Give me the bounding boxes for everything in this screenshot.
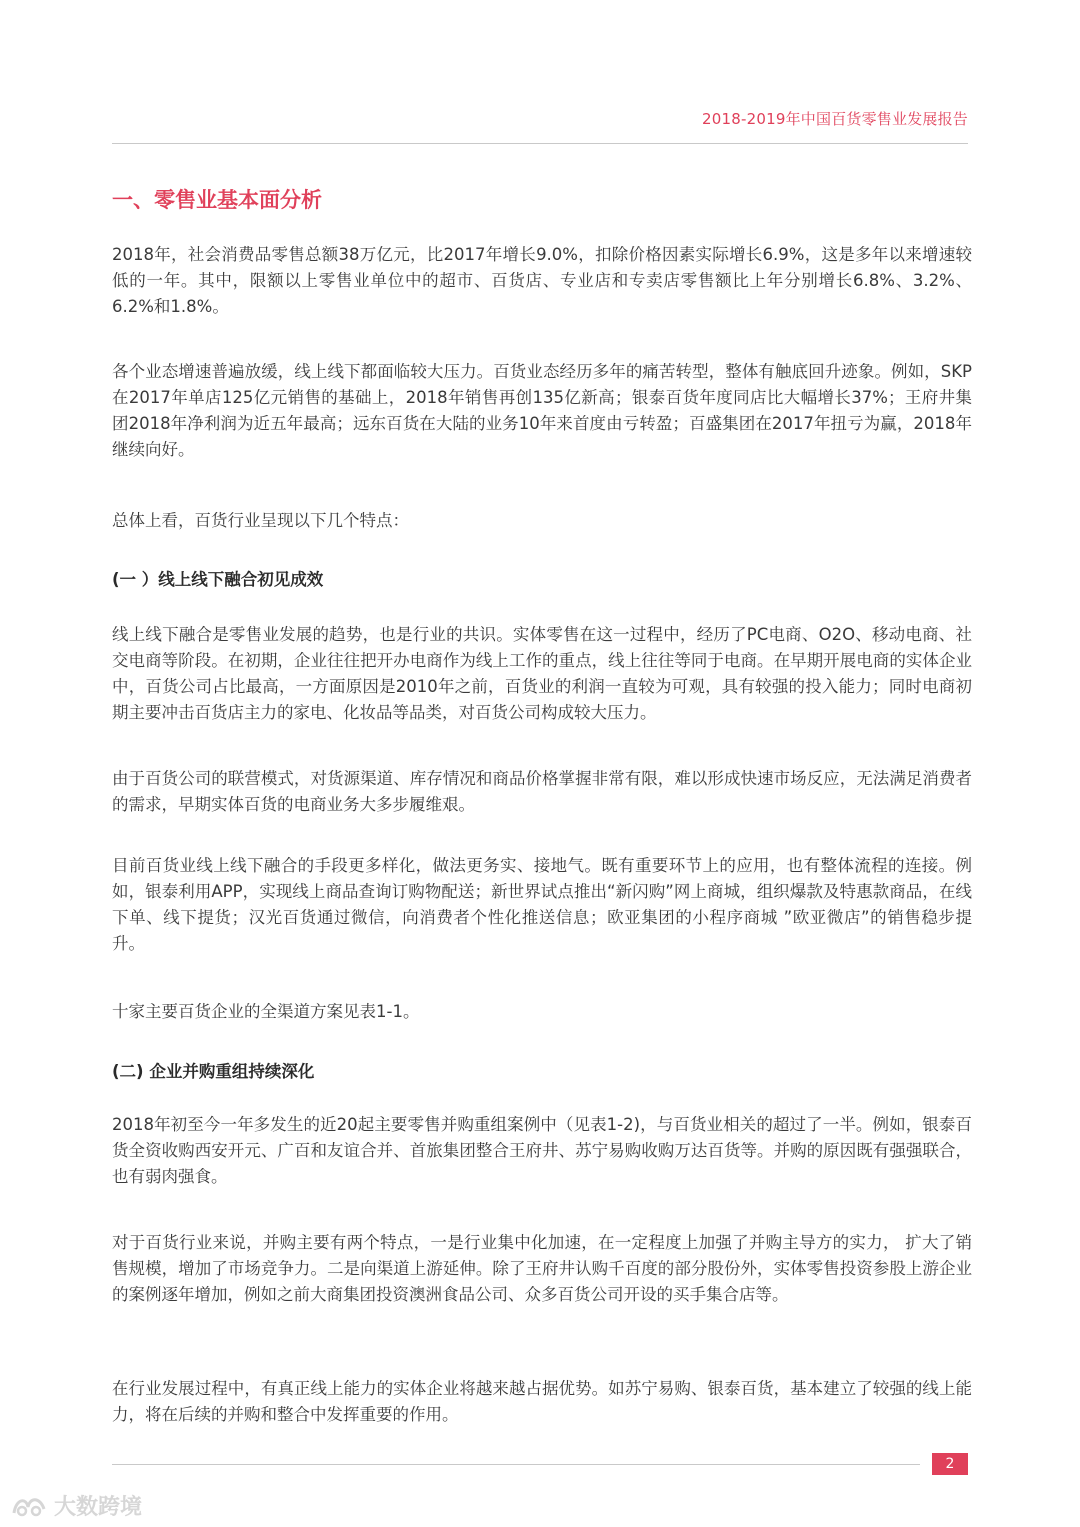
header-divider xyxy=(112,143,968,144)
watermark-logo-icon xyxy=(10,1491,50,1521)
paragraph-5: 由于百货公司的联营模式，对货源渠道、库存情况和商品价格掌握非常有限，难以形成快速市场反应，无法满足消费者的需求，早期实体百货的电商业务大多步履维艰。 xyxy=(112,769,972,814)
paragraph-8: 2018年初至今一年多发生的近20起主要零售并购重组案例中（见表1-2)，与百货业相关的超过了一半。例如，银泰百货全资收购西安开元、广百和友谊合并、首旅集团整合王府井、苏宁易购收购万达百货等。并购的原因既有强强联合，也有弱肉强食。 xyxy=(112,1115,972,1186)
paragraph-10: 在行业发展过程中，有真正线上能力的实体企业将越来越占据优势。如苏宁易购、银泰百货，基本建立了较强的线上能力，将在后续的并购和整合中发挥重要的作用。 xyxy=(112,1379,972,1424)
paragraph-4: 线上线下融合是零售业发展的趋势，也是行业的共识。实体零售在这一过程中，经历了PC电商、O2O、移动电商、社交电商等阶段。在初期，企业往往把开办电商作为线上工作的重点，线上往往等同于电商。在早期开展电商的实体企业中，百货公司占比最高，一方面原因是2010年之前，百货业的利润一直较为可观，具有较强的投入能力；同时电商初期主要冲击百货店主力的家电、化妆品等品类，对百货公司构成较大压力。 xyxy=(112,625,972,722)
watermark xyxy=(10,1490,142,1521)
watermark-text: 大数跨境 xyxy=(54,1495,143,1520)
paragraph-3: 总体上看，百货行业呈现以下几个特点： xyxy=(112,511,409,530)
subheading-2: (二) 企业并购重组持续深化 xyxy=(112,1062,315,1081)
subheading-1: (一 ）线上线下融合初见成效 xyxy=(112,570,324,589)
paragraph-6: 目前百货业线上线下融合的手段更多样化，做法更务实、接地气。既有重要环节上的应用，也有整体流程的连接。例如，银泰利用APP，实现线上商品查询订购物配送；新世界试点推出“新闪购”网上商城，组织爆款及特惠款商品，在线下单、线下提货；汉光百货通过微信，向消费者个性化推送信息；欧亚集团的小程序商城 ”欧亚微店”的销售稳步提升。 xyxy=(112,856,972,953)
section-title: 一、零售业基本面分析 xyxy=(112,188,322,212)
paragraph-2: 各个业态增速普遍放缓，线上线下都面临较大压力。百货业态经历多年的痛苦转型，整体有触底回升迹象。例如，SKP在2017年单店125亿元销售的基础上，2018年销售再创135亿新高；银泰百货年度同店比大幅增长37%；王府井集团2018年净利润为近五年最高；远东百货在大陆的业务10年来首度由亏转盈；百盛集团在2017年扭亏为赢，2018年继续向好。 xyxy=(112,362,972,459)
paragraph-7: 十家主要百货企业的全渠道方案见表1-1。 xyxy=(112,1002,420,1021)
footer-divider xyxy=(112,1464,920,1465)
paragraph-9: 对于百货行业来说，并购主要有两个特点，一是行业集中化加速，在一定程度上加强了并购主导方的实力， 扩大了销售规模，增加了市场竞争力。二是向渠道上游延伸。除了王府井认购千百度的部分股份外，实体零售投资参股上游企业的案例逐年增加，例如之前大商集团投资澳洲食品公司、众多百货公司开设的买手集合店等。 xyxy=(112,1233,972,1304)
report-header-title: 2018-2019年中国百货零售业发展报告 xyxy=(702,110,968,128)
paragraph-1: 2018年，社会消费品零售总额38万亿元，比2017年增长9.0%，扣除价格因素实际增长6.9%，这是多年以来增速较低的一年。其中，限额以上零售业单位中的超市、百货店、专业店和专卖店零售额比上年分别增长6.8%、3.2%、6.2%和1.8%。 xyxy=(112,245,972,316)
page-number-badge: 2 xyxy=(932,1453,968,1475)
